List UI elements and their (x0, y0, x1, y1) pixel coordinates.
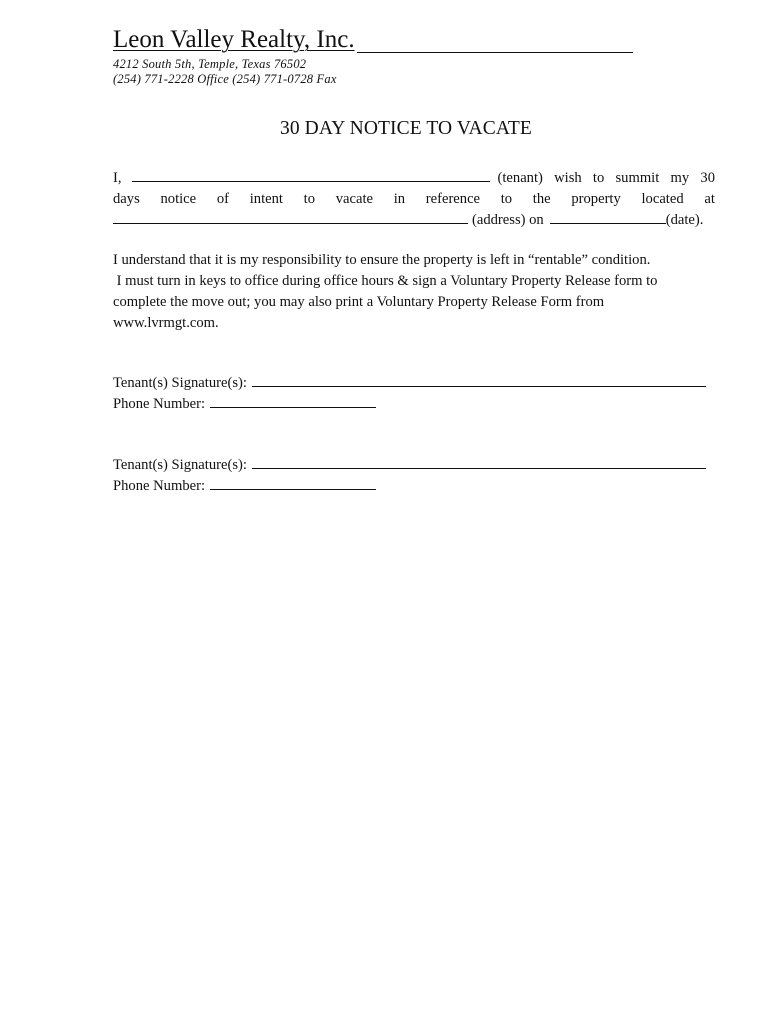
signature-label: Tenant(s) Signature(s): (113, 457, 247, 473)
date-field[interactable] (550, 210, 666, 224)
conditions-line-3: complete the move out; you may also print a Voluntary Property Release Form from (113, 294, 605, 310)
notice-word: reference (425, 191, 481, 207)
notice-word: days (113, 191, 140, 207)
conditions-paragraph (113, 250, 715, 334)
address-label: (address) on (472, 212, 544, 228)
notice-word: property (571, 191, 621, 207)
signature-field[interactable] (252, 455, 706, 469)
notice-word: my (670, 170, 690, 186)
notice-word: in (393, 191, 406, 207)
notice-word: of (216, 191, 230, 207)
phone-field[interactable] (210, 394, 376, 408)
company-phone-fax: (254) 771-2228 Office (254) 771-0728 Fax (113, 72, 337, 86)
notice-word: notice (160, 191, 197, 207)
notice-word: at (704, 191, 715, 207)
notice-word: summit (615, 170, 660, 186)
notice-word: (tenant) (497, 170, 543, 186)
letterhead-rule (357, 52, 633, 53)
notice-word: the (532, 191, 551, 207)
conditions-line-4: www.lvrmgt.com. (113, 315, 219, 331)
phone-label: Phone Number: (113, 478, 206, 494)
phone-field[interactable] (210, 476, 376, 490)
notice-document (113, 24, 715, 494)
company-name: Leon Valley Realty, Inc. (113, 26, 355, 53)
tenant-suffix (498, 168, 715, 189)
letterhead (113, 24, 715, 54)
notice-word: to (303, 191, 316, 207)
notice-line-1 (113, 168, 715, 189)
signature-block-1 (113, 373, 715, 415)
notice-word: 30 (700, 170, 715, 186)
phone-label: Phone Number: (113, 396, 206, 412)
tenant-prefix: I, (113, 170, 122, 186)
conditions-line-1: I understand that it is my responsibility to ensure the property is left in “rentable” condition. (113, 252, 651, 268)
notice-word: wish (554, 170, 582, 186)
notice-word: intent (249, 191, 283, 207)
notice-line-2 (113, 189, 715, 210)
notice-line-3 (113, 210, 715, 231)
notice-word: to (592, 170, 605, 186)
tenant-name-field[interactable] (132, 168, 490, 182)
notice-word: vacate (335, 191, 373, 207)
signature-label: Tenant(s) Signature(s): (113, 375, 247, 391)
address-field[interactable] (113, 210, 468, 224)
notice-word: located (641, 191, 684, 207)
document-title: 30 DAY NOTICE TO VACATE (280, 118, 532, 139)
company-address: 4212 South 5th, Temple, Texas 76502 (113, 57, 307, 71)
notice-word: to (500, 191, 513, 207)
conditions-line-2: I must turn in keys to office during office hours & sign a Voluntary Property Release form to (113, 273, 658, 289)
date-label: (date). (665, 212, 704, 228)
notice-paragraph (113, 168, 715, 231)
signature-field[interactable] (252, 373, 706, 387)
signature-block-2 (113, 455, 715, 497)
